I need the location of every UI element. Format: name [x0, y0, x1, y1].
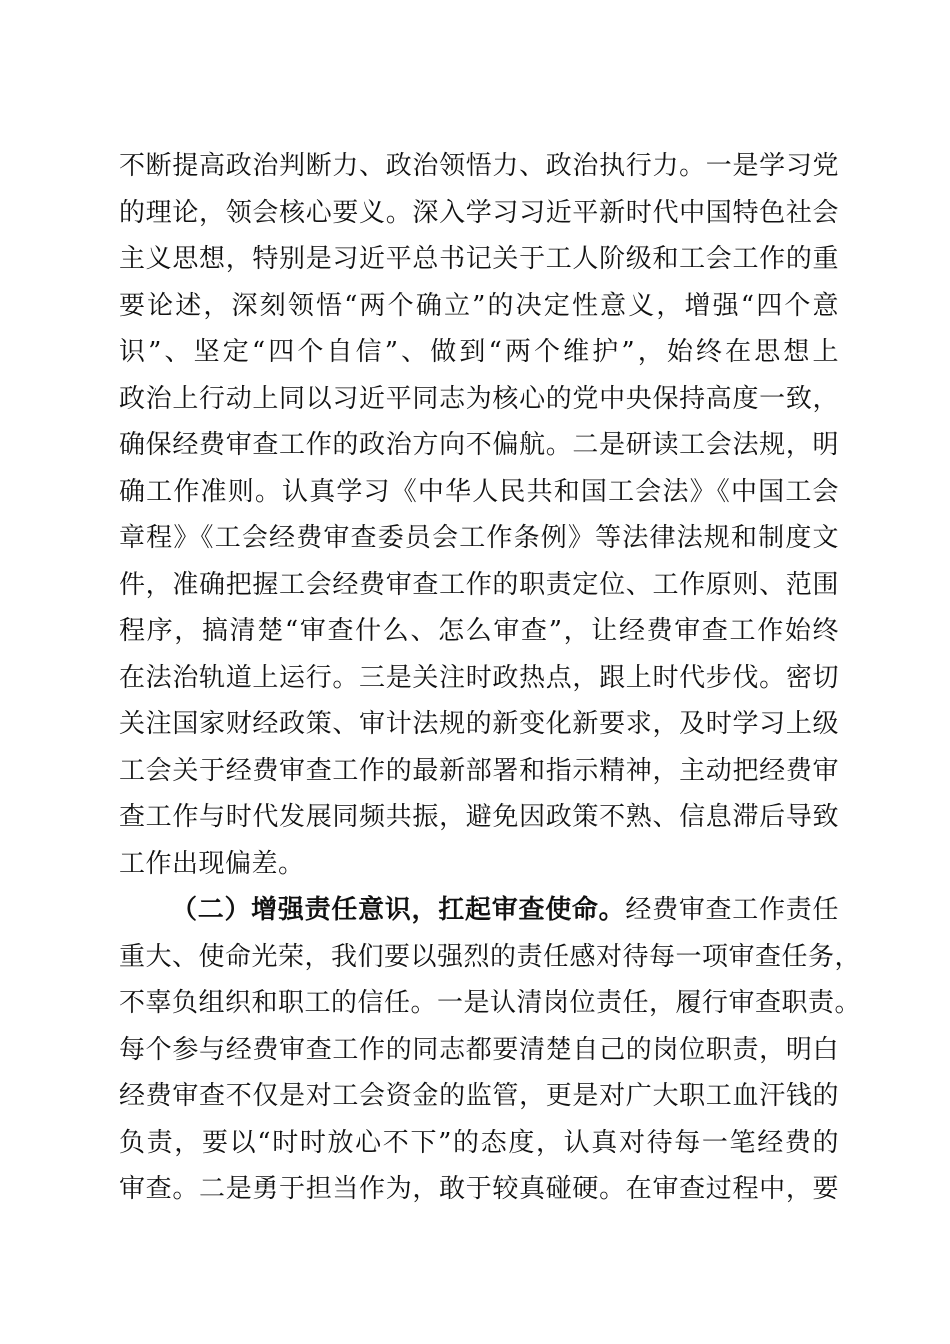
text-line: 工会关于经费审查工作的最新部署和指示精神，主动把经费审 [119, 755, 839, 786]
text-line: 确工作准则。认真学习《中华人民共和国工会法》《中国工会 [119, 476, 839, 507]
text-line: 负责，要以“时时放心不下”的态度，认真对待每一笔经费的 [119, 1127, 839, 1158]
text-line: 程序，搞清楚“审查什么、怎么审查”，让经费审查工作始终 [119, 616, 839, 646]
text-line: 经费审查不仅是对工会资金的监管，更是对广大职工血汗钱的 [119, 1081, 839, 1111]
text-line: 查工作与时代发展同频共振，避免因政策不熟、信息滞后导致 [119, 802, 839, 832]
text-line: 件，准确把握工会经费审查工作的职责定位、工作原则、范围 [119, 569, 839, 600]
text-line: 关注国家财经政策、审计法规的新变化新要求，及时学习上级 [119, 709, 839, 739]
text-line: 政治上行动上同以习近平同志为核心的党中央保持高度一致， [119, 383, 839, 414]
document-body [119, 143, 862, 1213]
text-line: 识”、坚定“四个自信”、做到“两个维护”，始终在思想上 [119, 337, 839, 367]
text-line: 确保经费审查工作的政治方向不偏航。二是研读工会法规，明 [119, 430, 839, 460]
text-line: 章程》《工会经费审查委员会工作条例》等法律法规和制度文 [119, 523, 839, 553]
text-line: 要论述，深刻领悟“两个确立”的决定性意义，增强“四个意 [119, 290, 839, 321]
text-line: 工作出现偏差。 [119, 848, 305, 879]
text-line: 审查。二是勇于担当作为，敢于较真碰硬。在审查过程中，要 [119, 1174, 839, 1204]
section-heading-line [119, 887, 839, 934]
text-line: 不辜负组织和职工的信任。一是认清岗位责任，履行审查职责。 [119, 988, 862, 1018]
heading-line-text: 经费审查工作责任 [625, 895, 839, 925]
text-line: 主义思想，特别是习近平总书记关于工人阶级和工会工作的重 [119, 244, 839, 274]
text-line: 重大、使命光荣，我们要以强烈的责任感对待每一项审查任务， [119, 941, 862, 972]
text-line: 在法治轨道上运行。三是关注时政热点，跟上时代步伐。密切 [119, 662, 839, 693]
text-line: 每个参与经费审查工作的同志都要清楚自己的岗位职责，明白 [119, 1034, 839, 1065]
text-line: 不断提高政治判断力、政治领悟力、政治执行力。一是学习党 [119, 151, 839, 181]
text-line: 的理论，领会核心要义。深入学习习近平新时代中国特色社会 [119, 197, 839, 228]
section-heading: （二）增强责任意识，扛起审查使命。 [171, 895, 626, 925]
